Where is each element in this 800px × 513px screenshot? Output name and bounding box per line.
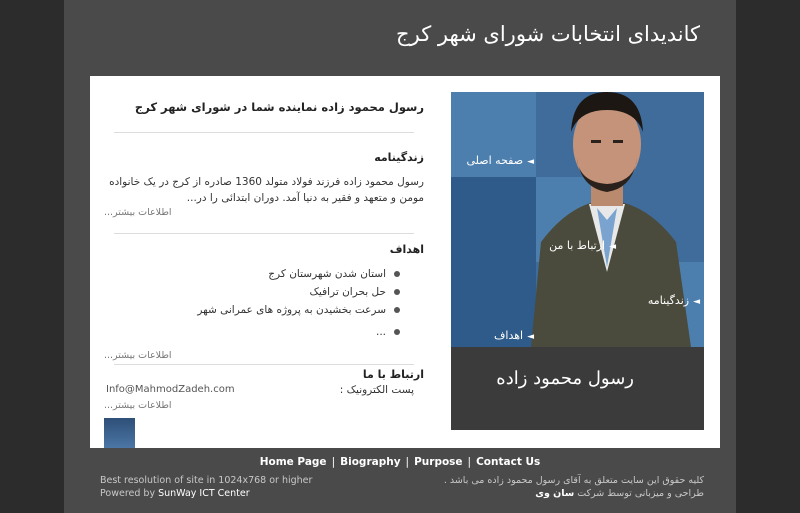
menu-item-biography[interactable]	[648, 294, 700, 307]
candidate-portrait	[511, 92, 704, 347]
footer-separator: |	[405, 456, 410, 468]
bio-text: رسول محمود زاده فرزند فولاد متولد 1360 صادره از کرج در یک خانواده مومن و متعهد و فقیر به دنیا آمد. دوران ابتدائی را در...	[109, 176, 424, 204]
footer-credits	[100, 474, 312, 500]
goals-list	[197, 265, 400, 341]
resolution-note: Best resolution of site in 1024x768 or higher	[100, 475, 313, 486]
goal-item: سرعت بخشیدن به پروژه های عمرانی شهر	[197, 301, 400, 319]
footer-nav	[0, 456, 800, 468]
footer-separator: |	[467, 456, 472, 468]
email-label: پست الکترونیک :	[339, 384, 414, 396]
powered-by	[100, 487, 312, 500]
design-credit	[444, 487, 704, 500]
footer-link-biography[interactable]: Biography	[340, 456, 401, 468]
powered-by-prefix: Powered by	[100, 488, 159, 499]
design-credit-brand[interactable]: سان وی	[535, 488, 575, 499]
bio-more-link[interactable]: اطلاعات بیشتر...	[104, 207, 172, 218]
menu-item-label: صفحه اصلی	[466, 154, 524, 167]
bio-title: زندگینامه	[374, 151, 424, 164]
candidate-photo-area	[451, 92, 704, 430]
design-credit-prefix: طراحی و میزبانی توسط شرکت	[574, 488, 704, 499]
goals-title: اهداف	[389, 243, 424, 256]
goal-item: ...	[197, 323, 400, 341]
menu-item-label: ارتباط با من	[549, 239, 606, 252]
goal-item: حل بحران ترافیک	[197, 283, 400, 301]
menu-item-home[interactable]	[466, 154, 534, 167]
footer-link-contact[interactable]: Contact Us	[476, 456, 541, 468]
footer-link-purpose[interactable]: Purpose	[414, 456, 463, 468]
thumbnail-image	[104, 418, 135, 448]
copyright-text: کلیه حقوق این سایت متعلق به آقای رسول محمود زاده می باشد .	[443, 475, 704, 486]
divider	[114, 233, 414, 234]
chevron-left-icon: ◄	[609, 242, 616, 252]
outer-background-left	[0, 0, 64, 513]
menu-item-contact[interactable]	[549, 239, 616, 252]
chevron-left-icon: ◄	[527, 157, 534, 167]
chevron-left-icon: ◄	[527, 332, 534, 342]
site-title: کاندیدای انتخابات شورای شهر کرج	[396, 22, 700, 46]
candidate-name-caption: رسول محمود زاده	[496, 368, 634, 389]
chevron-left-icon: ◄	[693, 297, 700, 307]
footer-link-home[interactable]: Home Page	[259, 456, 327, 468]
goals-more-link[interactable]: اطلاعات بیشتر...	[104, 350, 172, 361]
outer-background-right	[736, 0, 800, 513]
menu-item-goals[interactable]	[494, 329, 534, 342]
goal-item: استان شدن شهرستان کرج	[197, 265, 400, 283]
footer-copyright	[444, 474, 704, 500]
contact-title: ارتباط با ما	[362, 368, 424, 381]
email-link[interactable]: Info@MahmodZadeh.com	[106, 384, 235, 395]
footer-separator: |	[331, 456, 336, 468]
menu-item-label: اهداف	[493, 329, 524, 342]
name-caption-bar	[451, 347, 704, 430]
divider	[114, 364, 414, 365]
powered-by-brand[interactable]: SunWay ICT Center	[158, 488, 250, 499]
menu-item-label: زندگینامه	[647, 294, 690, 307]
divider	[114, 132, 414, 133]
page-heading: رسول محمود زاده نماینده شما در شورای شهر کرج	[134, 100, 424, 114]
contact-more-link[interactable]: اطلاعات بیشتر...	[104, 400, 172, 411]
